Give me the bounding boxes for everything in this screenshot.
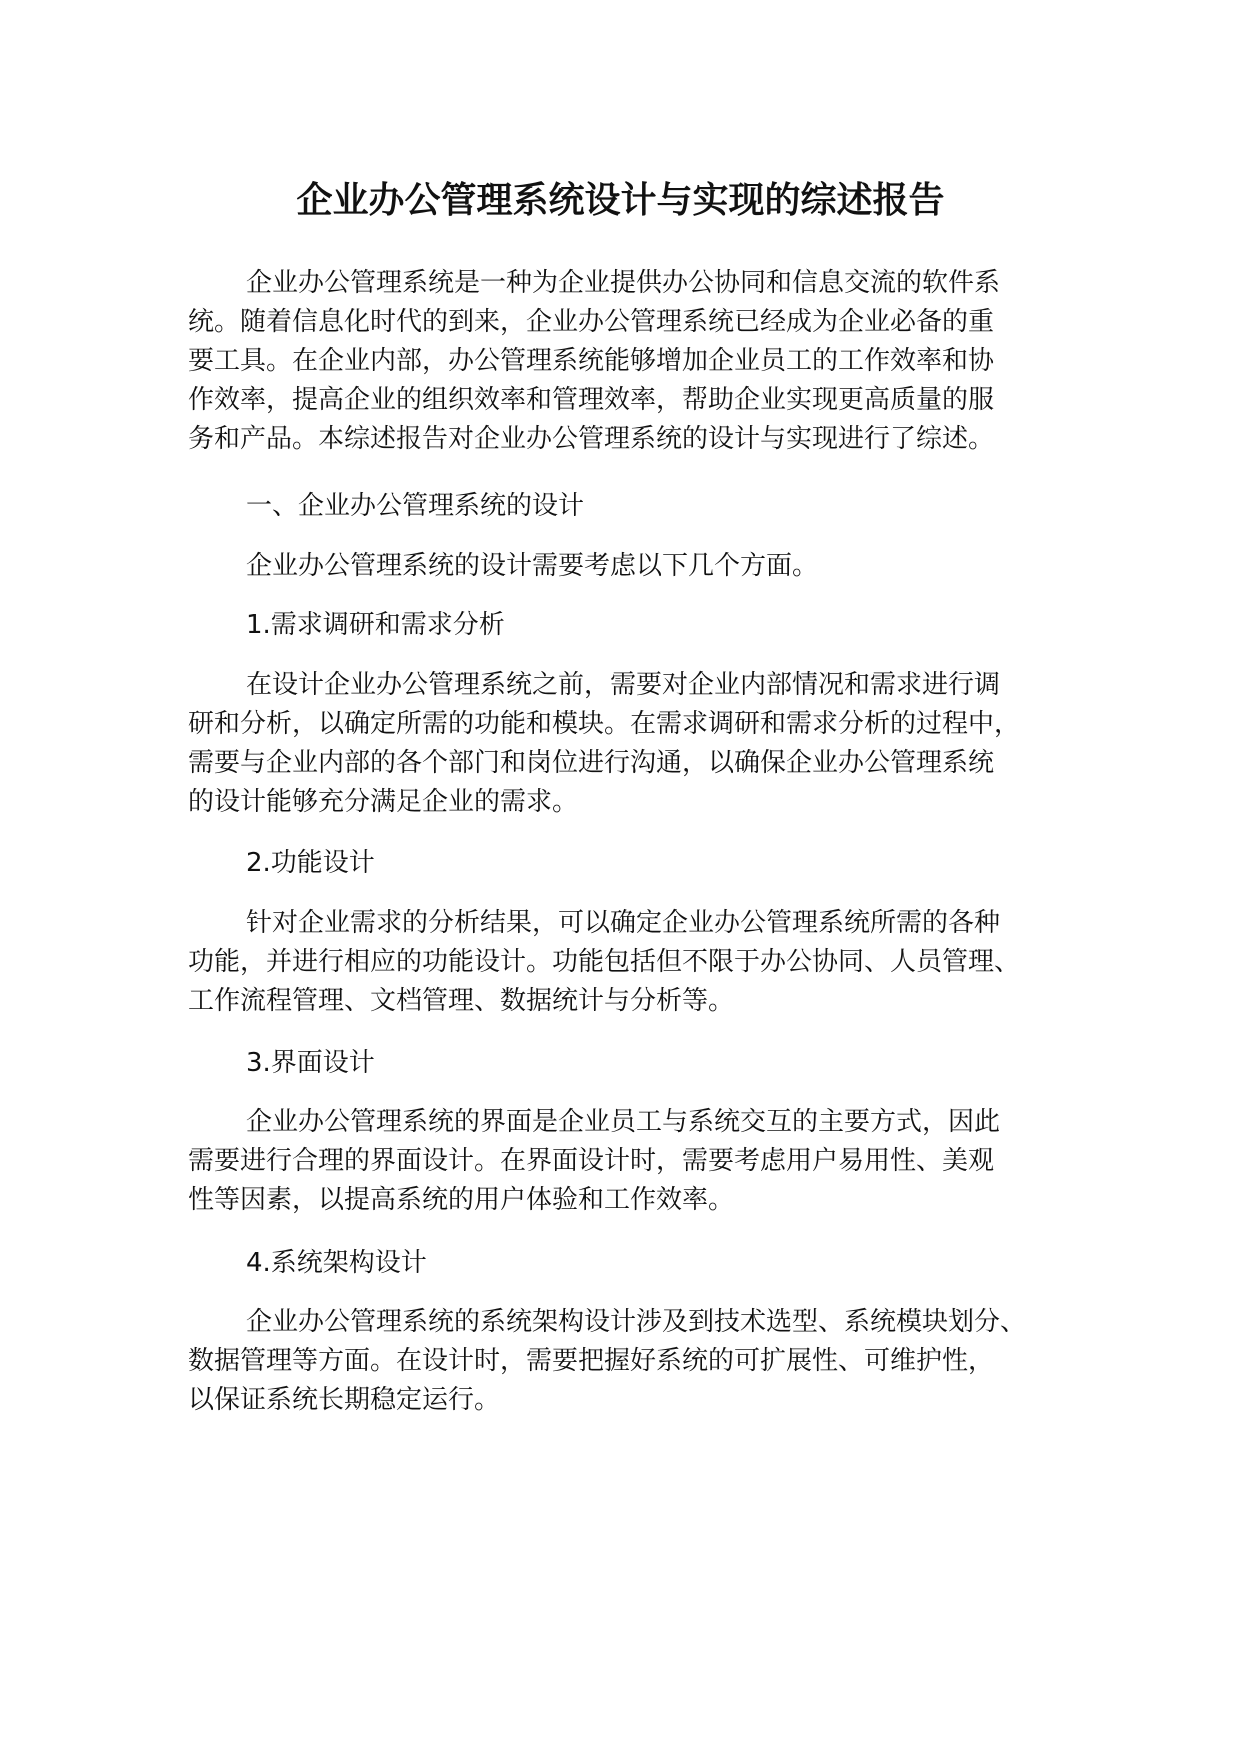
item-heading: 3.界面设计 bbox=[246, 1048, 375, 1078]
section-intro: 企业办公管理系统的设计需要考虑以下几个方面。 bbox=[246, 551, 819, 581]
item-body-line: 以保证系统长期稳定运行。 bbox=[188, 1385, 501, 1415]
document-title: 企业办公管理系统设计与实现的综述报告 bbox=[296, 180, 945, 221]
item-body-line: 的设计能够充分满足企业的需求。 bbox=[188, 787, 579, 817]
item-body-line: 数据管理等方面。在设计时，需要把握好系统的可扩展性、可维护性， bbox=[188, 1346, 995, 1376]
item-heading: 4.系统架构设计 bbox=[246, 1248, 427, 1278]
item-body-line: 在设计企业办公管理系统之前，需要对企业内部情况和需求进行调 bbox=[246, 670, 1001, 700]
intro-line: 务和产品。本综述报告对企业办公管理系统的设计与实现进行了综述。 bbox=[188, 424, 995, 454]
intro-line: 统。随着信息化时代的到来，企业办公管理系统已经成为企业必备的重 bbox=[188, 307, 995, 337]
item-body-line: 企业办公管理系统的系统架构设计涉及到技术选型、系统模块划分、 bbox=[246, 1307, 1027, 1337]
intro-line: 要工具。在企业内部，办公管理系统能够增加企业员工的工作效率和协 bbox=[188, 346, 995, 376]
intro-line: 企业办公管理系统是一种为企业提供办公协同和信息交流的软件系 bbox=[246, 268, 1001, 298]
item-body-line: 工作流程管理、文档管理、数据统计与分析等。 bbox=[188, 986, 735, 1016]
section-heading: 一、企业办公管理系统的设计 bbox=[246, 491, 585, 521]
item-body-line: 性等因素，以提高系统的用户体验和工作效率。 bbox=[188, 1185, 735, 1215]
item-body-line: 研和分析，以确定所需的功能和模块。在需求调研和需求分析的过程中， bbox=[188, 709, 1021, 739]
item-heading: 1.需求调研和需求分析 bbox=[246, 610, 505, 640]
item-heading: 2.功能设计 bbox=[246, 848, 375, 878]
item-body-line: 需要进行合理的界面设计。在界面设计时，需要考虑用户易用性、美观 bbox=[188, 1146, 995, 1176]
item-body-line: 功能，并进行相应的功能设计。功能包括但不限于办公协同、人员管理、 bbox=[188, 947, 1021, 977]
item-body-line: 需要与企业内部的各个部门和岗位进行沟通，以确保企业办公管理系统 bbox=[188, 748, 995, 778]
intro-line: 作效率，提高企业的组织效率和管理效率，帮助企业实现更高质量的服 bbox=[188, 385, 995, 415]
item-body-line: 针对企业需求的分析结果，可以确定企业办公管理系统所需的各种 bbox=[246, 908, 1001, 938]
item-body-line: 企业办公管理系统的界面是企业员工与系统交互的主要方式，因此 bbox=[246, 1107, 1001, 1137]
